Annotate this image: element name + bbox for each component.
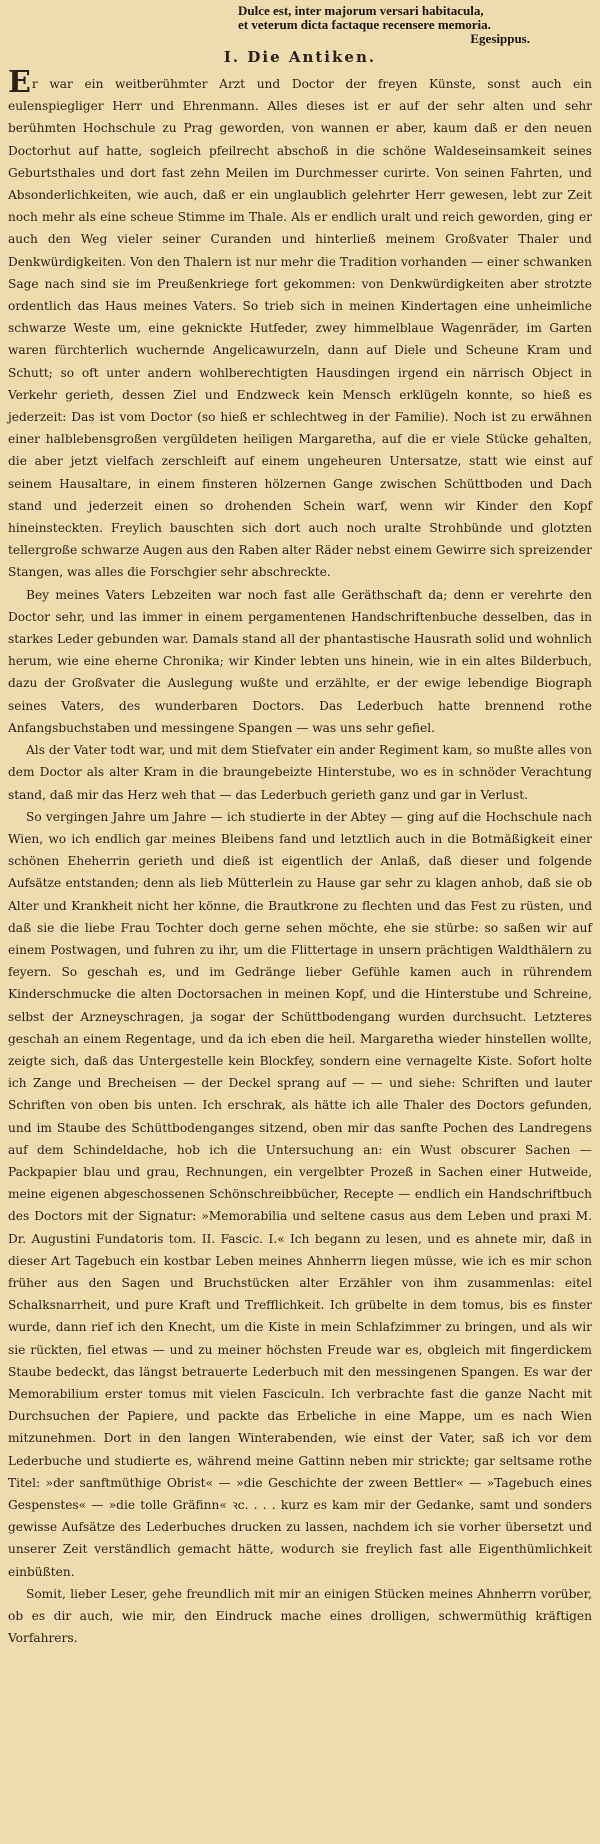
paragraph-1-text: r war ein weitberühmter Arzt und Doctor der freyen Künste, sonst auch ein eulenspiegliger Herr und Ehrenmann. Alles dieses ist er auf der sehr alten und sehr berühmten Hochschule zu Prag geworden, von wannen er aber, kaum daß er den neuen Doctorhut auf hatte, sogleich pfeilrecht abschoß in die schöne Waldeseinsamkeit seines Geburtsthales und dort fast zehn Meilen im Durchmesser curirte. Von seinen Fahrten, und Absonderlichkeiten, wie auch, daß er ein unglaublich gelehrter Herr gewesen, lebt zur Zeit noch mehr als eine scheue Stimme im Thale. Als er endlich uralt und reich geworden, ging er auch den Weg vieler seiner Curanden und hinterließ meinem Großvater Thaler und Denkwürdigkeiten. Von den Thalern ist nur mehr die Tradition vorhanden — einer schwanken Sage nach sind sie im Preußenkriege fort gekommen: von Denkwürdigkeiten aber strotzte ordentlich das Haus meines Vaters. So trieb sich in meinen Kindertagen eine unheimliche schwarze Weste um, eine geknickte Hutfeder, zwey himmelblaue Wagenräder, im Garten waren fürchterlich wuchernde Angelicawurzeln, dann auf Diele und Scheune Kram und Schutt; so oft unter andern wohlberechtigten Hausdingen irgend ein närrisch Object in Verkehr gerieth, dessen Ziel und Endzweck kein Mensch erklügeln konnte, so hieß es jederzeit: Das ist vom Doctor (so hieß er schlechtweg in der Familie). Noch ist zu erwähnen einer halblebensgroßen vergüldeten heiligen Margaretha, auf die er viele Stücke gehalten, die aber jetzt vielfach zerschleift auf einem ungeheuren Untersatze, statt wie einst auf seinem Hausaltare, in einem finsteren hölzernen Gange zwischen Schüttboden und Dach stand und jederzeit einen so drohenden Schein warf, wenn wir Kinder den Kopf hineinsteckten. Freylich bauschten sich dort auch noch uralte Strohbünde und glotzten tellergroße schwarze Augen aus den Raben alter Räder nebst einem Gewirre sich spreizender Stangen, was alles die Forschgier sehr abschreckte.: [8, 77, 592, 580]
body-text: [8, 65, 592, 1649]
paragraph-5: Somit, lieber Leser, gehe freundlich mit mir an einigen Stücken meines Ahnherrn vorüber, ob es dir auch, wie mir, den Eindruck mache eines drolligen, schwermüthig kräftigen Vorfahrers.: [8, 1586, 592, 1646]
chapter-title: I. Die Antiken.: [223, 48, 377, 66]
paragraph-4: So vergingen Jahre um Jahre — ich studierte in der Abtey — ging auf die Hochschule nach Wien, wo ich endlich gar meines Bleibens fand und letztlich auch in die Botmäßigkeit einer schönen Eheherrin gerieth und dieß ist eigentlich der Anlaß, daß dieser und folgende Aufsätze entstanden; denn als lieb Mütterlein zu Hause gar sehr zu klagen anhob, daß sie ob Alter und Krankheit nicht her könne, die Brautkrone zu flechten und das Fest zu rüsten, und daß sie die liebe Frau Tochter doch gerne sehen möchte, ehe sie stürbe: so saßen wir auf einem Postwagen, und fuhren zu ihr, um die Flittertage in unsern prächtigen Waldthälern zu feyern. So geschah es, und im Gedränge lieber Gefühle kamen auch in rührendem Kinderschmucke die alten Doctorsachen in meinen Kopf, und die Hinterstube und Schreine, selbst der Arzneyschragen, ja sogar der Schüttbodengang wurden durchsucht. Letzteres geschah an einem Regentage, und da ich eben die heil. Margaretha wieder hinstellen wollte, zeigte sich, daß das Untergestelle kein Blockfey, sondern eine vernagelte Kiste. Sofort holte ich Zange und Brecheisen — der Deckel sprang auf — — und siehe: Schriften und lauter Schriften von oben bis unten. Ich erschrak, als hätte ich alle Thaler des Doctors gefunden, und im Staube des Schüttbodenganges sitzend, oben mir das sanfte Pochen des Landregens auf dem Schindeldache, hob ich die Untersuchung an: ein Wust obscurer Sachen — Packpapier blau und grau, Rechnungen, ein vergelbter Prozeß in Sachen einer Hutweide, meine eigenen abgeschossenen Schönschreibbücher, Recepte — endlich ein Handschriftbuch des Doctors mit der Signatur: »Memorabilia und seltene casus aus dem Leben und praxi M. Dr. Augustini Fundatoris tom. II. Fascic. I.« Ich begann zu lesen, und es ahnete mir, daß in dieser Art Tagebuch ein kostbar Leben meines Ahnherrn liegen müsse, wie ich es mir schon früher aus den Sagen und Bruchstücken alter Erzähler von ihm zusammenlas: eitel Schalksnarrheit, und pure Kraft und Trefflichkeit. Ich grübelte in dem tomus, bis es finster wurde, dann rief ich den Knecht, um die Kiste in mein Schlafzimmer zu bringen, und als wir sie rückten, fiel etwas — und zu meiner höchsten Freude war es, obgleich mit fingerdickem Staube bedeckt, das längst betrauerte Lederbuch mit den messingenen Spangen. Es war der Memorabilium erster tomus mit vielen Fasciculn. Ich verbrachte fast die ganze Nacht mit Durchsuchen der Papiere, und packte das Erbeliche in eine Mappe, um es nach Wien mitzunehmen. Dort in den langen Winterabenden, wie einst der Vater, saß ich vor dem Lederbuche und studierte es, während meine Gattinn neben mir strickte; gar seltsame rothe Titel: »der sanftmüthige Obrist« — »die Geschichte der zween Bettler« — »Tagebuch eines Gespenstes« — »die tolle Gräfinn« ꝛc. . . . kurz es kam mir der Gedanke, samt und sonders gewisse Aufsätze des Lederbuches drucken zu lassen, nachdem ich sie vorher übersetzt und unserer Zeit verständlich gemacht hätte, wodurch sie freylich fast alle Eigenthümlichkeit einbüßten.: [8, 809, 592, 1579]
epigraph-author: Egesippus.: [470, 31, 530, 46]
epigraph-line-1: Dulce est, inter majorum versari habitacula,: [238, 3, 484, 18]
epigraph: [238, 4, 590, 46]
paragraph-2: Bey meines Vaters Lebzeiten war noch fast alle Geräthschaft da; denn er verehrte den Doctor sehr, und las immer in einem pergamentenen Handschriftenbuche desselben, das in starkes Leder gebunden war. Damals stand all der phantastische Hausrath solid und wohnlich herum, wie eine eherne Chronika; wir Kinder lebten uns hinein, wie in ein altes Bilderbuch, dazu der Großvater die Auslegung wußte und erzählte, er der ewige lebendige Biograph seines Vaters, des wunderbaren Doctors. Das Lederbuch hatte brennend rothe Anfangsbuchstaben und messingene Spangen — was uns sehr gefiel.: [8, 587, 592, 735]
epigraph-line-2: et veterum dicta factaque recensere memoria.: [238, 17, 491, 32]
paragraph-3: Als der Vater todt war, und mit dem Stiefvater ein ander Regiment kam, so mußte alles von dem Doctor als alter Kram in die braungebeizte Hinterstube, wo es in schnöder Verachtung stand, daß mir das Herz weh that — das Lederbuch gerieth ganz und gar in Verlust.: [8, 743, 592, 802]
paragraph-1: [8, 65, 592, 584]
drop-capital: E: [8, 65, 31, 100]
